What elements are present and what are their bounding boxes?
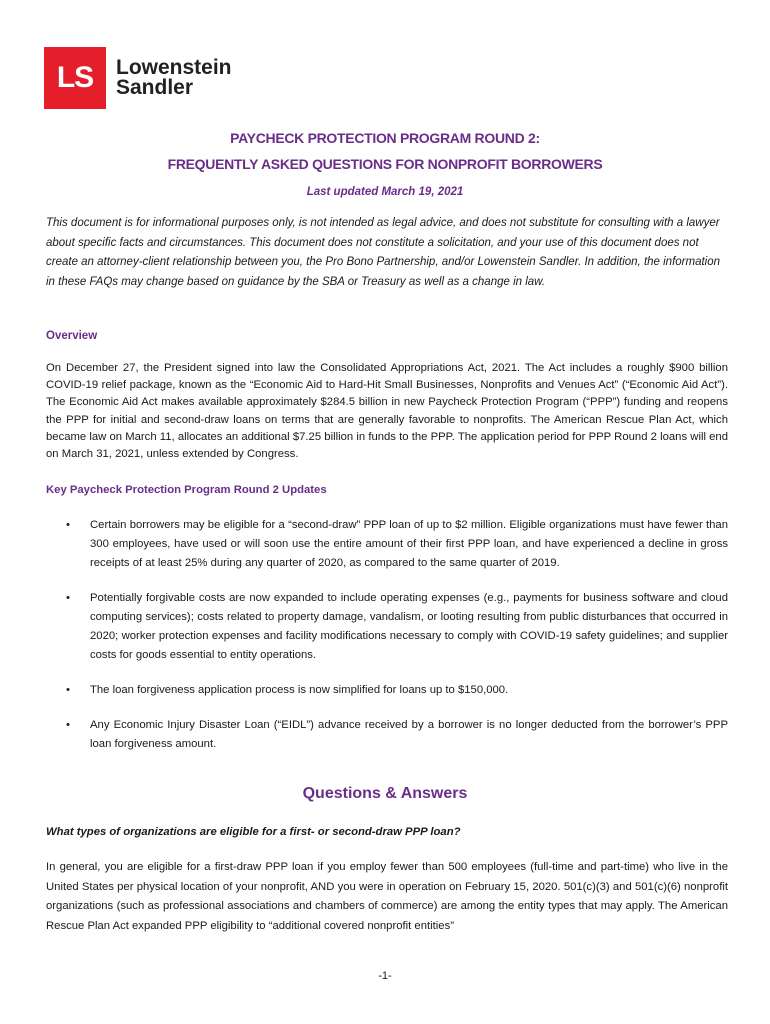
logo-wordmark [116, 58, 232, 98]
overview-heading: Overview [46, 330, 98, 342]
title-line2: FREQUENTLY ASKED QUESTIONS FOR NONPROFIT BORROWERS [167, 156, 603, 172]
key-updates-heading: Key Paycheck Protection Program Round 2 Updates [46, 484, 327, 496]
bullet-item: • Potentially forgivable costs are now expanded to include operating expenses (e.g., payments for business software and cloud computing services); costs related to property damage, vandalism, or looting resulting from public disturbances that occurred in 2020; worker protection expenses and facility modifications necessary to comply with COVID-19 safety guidelines; and supplier costs for goods essential to entity operations. [66, 589, 728, 665]
logo-line2: Sandler [116, 76, 194, 99]
bullet-item: • Any Economic Injury Disaster Loan (“EIDL”) advance received by a borrower is no longer deducted from the borrower’s PPP loan forgiveness amount. [66, 716, 728, 754]
qa-heading: Questions & Answers [302, 785, 468, 802]
document-title [0, 125, 770, 177]
logo-line1: Lowenstein [116, 56, 232, 79]
page-number: -1- [378, 970, 392, 982]
logo-mark: LS [44, 47, 106, 109]
answer-paragraph: In general, you are eligible for a first-draw PPP loan if you employ fewer than 500 employees (full-time and part-time) who live in the United States per physical location of your nonprofit, AND you were in operation on February 15, 2020. 501(c)(3) and 501(c)(6) nonprofit organizations (such as professional associations and chambers of commerce) are among the entity types that may apply. The American Rescue Plan Act expanded PPP eligibility to “additional covered nonprofit entities” [46, 861, 728, 932]
disclaimer-paragraph: This document is for informational purposes only, is not intended as legal advice, and does not substitute for consulting with a lawyer about specific facts and circumstances. This document does not constitute a solicitation, and your use of this document does not create an attorney-client relationship between you, the Pro Bono Partnership, and/or Lowenstein Sandler. In addition, the information in these FAQs may change based on guidance by the SBA or Treasury as well as a change in law. [46, 217, 721, 288]
bullet-item: • Certain borrowers may be eligible for a “second-draw” PPP loan of up to $2 million. Eligible organizations must have fewer than 300 employees, have used or will soon use the entire amount of their first PPP loan, and have experienced a decline in gross receipts of at least 25% during any quarter of 2020, as compared to the same quarter of 2019. [66, 516, 728, 573]
question-heading: What types of organizations are eligible for a first- or second-draw PPP loan? [46, 826, 461, 838]
firm-logo [44, 46, 232, 110]
key-updates-list [66, 516, 728, 770]
last-updated: Last updated March 19, 2021 [306, 186, 464, 198]
title-line1: PAYCHECK PROTECTION PROGRAM ROUND 2: [230, 130, 540, 146]
overview-paragraph: On December 27, the President signed into law the Consolidated Appropriations Act, 2021. The Act includes a roughly $900 billion COVID-19 relief package, known as the “Economic Aid to Hard-Hit Small Businesses, Nonprofits and Venues Act” (“Economic Aid Act”). The Economic Aid Act makes available approximately $284.5 billion in new Paycheck Protection Program (“PPP”) funding and reopens the PPP for initial and second-draw loans on terms that are generally favorable to nonprofits. The American Rescue Plan Act, which became law on March 11, allocates an additional $7.25 billion in funds to the PPP. The application period for PPP Round 2 loans will end on March 31, 2021, unless extended by Congress. [46, 362, 728, 461]
bullet-item: • The loan forgiveness application process is now simplified for loans up to $150,000. [66, 681, 728, 700]
